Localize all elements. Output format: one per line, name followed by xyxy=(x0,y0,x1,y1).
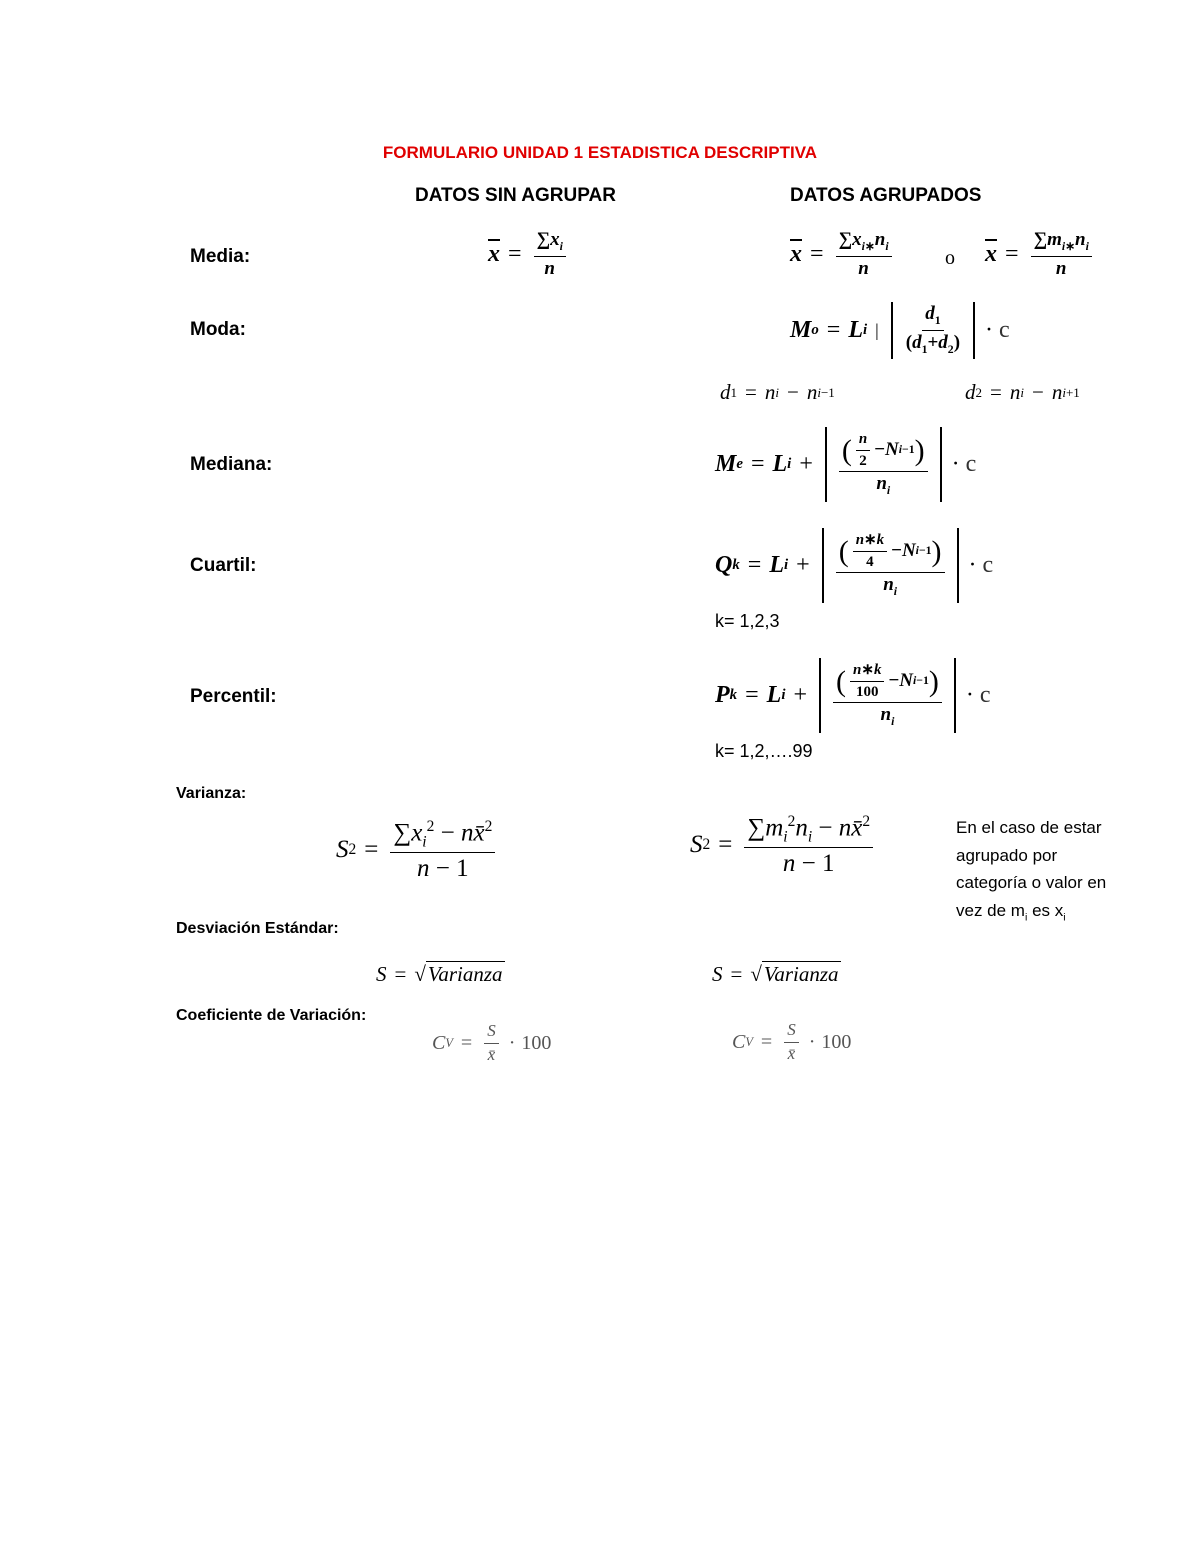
formula-moda: M o = L i | $\frac{d_1}{(d_1+d_2)}$ · c xyxy=(790,302,1010,359)
formula-media-grouped-1: $\overline{x}$ = $\frac{\sum x_{i∗}n_i}{n}$ xyxy=(790,230,896,280)
formula-cuartil: Q k = L i + ( $\frac{n∗k}{4}$ − N i−1 ) $n_i$ · c xyxy=(715,528,993,603)
c-mediana: c xyxy=(965,450,977,477)
label-cuartil: Cuartil: xyxy=(190,555,257,576)
varianza-word-2: Varianza xyxy=(763,962,839,986)
label-media: Media: xyxy=(190,246,251,267)
grouped-note-line-1: En el caso de estar xyxy=(956,818,1102,837)
c-moda: c xyxy=(999,316,1010,343)
varianza-word-1: Varianza xyxy=(427,962,503,986)
grouped-note-line-4 xyxy=(956,897,1106,932)
label-moda: Moda: xyxy=(190,319,246,340)
note-sub-1: i xyxy=(1024,910,1028,923)
or-connector: o xyxy=(945,247,955,269)
formula-desviacion-grouped: S = √ Varianza xyxy=(712,961,839,986)
note-sub-2: i xyxy=(1063,910,1066,923)
note-mid: es x xyxy=(1032,900,1064,920)
label-coeficiente: Coeficiente de Variación: xyxy=(176,1007,367,1024)
formula-varianza-ungrouped: S 2 = $\frac{\sum x_i^2 - nx̄^2}{n - 1}$ xyxy=(336,818,499,883)
cv-hundred-1: 100 xyxy=(521,1031,552,1054)
formula-percentil: P k = L i + ( $\frac{n∗k}{100}$ − N i−1 ) $n_i$ · c xyxy=(715,658,991,733)
label-percentil: Percentil: xyxy=(190,686,277,707)
formula-cv-ungrouped: C V = $\frac{S}{x̄}$ · 100 xyxy=(432,1021,552,1064)
formula-media-ungrouped: $\overline{x}$ = $\frac{\sum x_i}{n}$ xyxy=(488,230,570,280)
label-varianza: Varianza: xyxy=(176,785,247,802)
k-range-cuartil: k= 1,2,3 xyxy=(715,611,780,631)
formula-cv-grouped: C V = $\frac{S}{x̄}$ · 100 xyxy=(732,1020,852,1063)
c-cuartil: c xyxy=(982,551,994,578)
cv-hundred-2: 100 xyxy=(821,1030,852,1053)
formula-d1: d 1 = n i − n i−1 xyxy=(720,380,835,404)
c-percentil: c xyxy=(979,681,991,708)
page-title: FORMULARIO UNIDAD 1 ESTADISTICA DESCRIPTIVA xyxy=(382,143,818,162)
note-prefix: vez de m xyxy=(956,900,1025,920)
column-header-grouped: DATOS AGRUPADOS xyxy=(790,185,982,206)
label-mediana: Mediana: xyxy=(190,454,273,475)
formula-d2: d 2 = n i − n i+1 xyxy=(965,380,1080,404)
formula-media-grouped-2: $\overline{x}$ = $\frac{\sum m_{i∗}n_i}{n}$ xyxy=(985,230,1096,280)
label-desviacion: Desviación Estándar: xyxy=(176,920,339,937)
formula-varianza-grouped: S 2 = $\frac{\sum m_i^2n_i - nx̄^2}{n - 1}$ xyxy=(690,813,877,878)
grouped-note-line-2: agrupado por xyxy=(956,845,1058,865)
grouped-note-line-3: categoría o valor en xyxy=(956,873,1107,892)
formula-desviacion-ungrouped: S = √ Varianza xyxy=(376,961,503,986)
column-header-ungrouped: DATOS SIN AGRUPAR xyxy=(415,185,616,206)
formula-mediana: M e = L i + ( $\frac{n}{2}$ − N i−1 ) $n_i$ · c xyxy=(715,427,976,502)
k-range-percentil: k= 1,2,….99 xyxy=(715,741,813,761)
grouped-note xyxy=(956,814,1106,931)
